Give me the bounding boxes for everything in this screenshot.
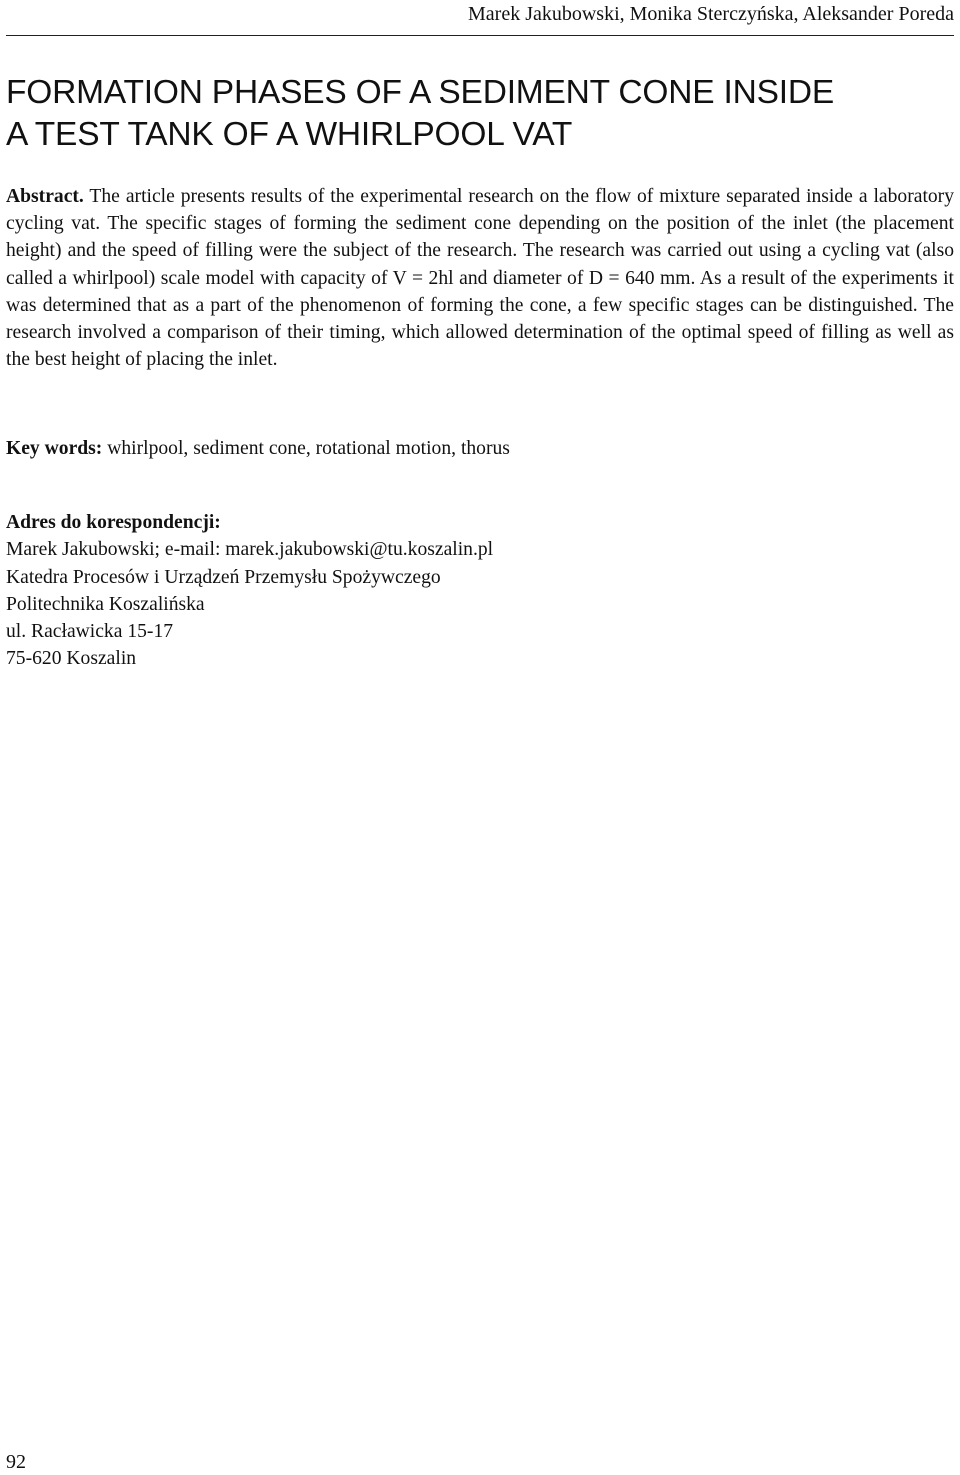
keywords-text: whirlpool, sediment cone, rotational motion, thorus (107, 438, 510, 459)
title-line-2: A TEST TANK OF A WHIRLPOOL VAT (6, 116, 573, 153)
paper-title (6, 72, 954, 156)
correspondence-heading: Adres do korespondencji: (6, 512, 221, 533)
title-line-1: FORMATION PHASES OF A SEDIMENT CONE INSIDE (6, 74, 834, 111)
correspondence-line: Politechnika Koszalińska (6, 593, 205, 615)
abstract-text: The article presents results of the experimental research on the flow of mixture separated inside a laboratory cycling vat. The specific stages of forming the sediment cone depending on the position of the inlet (the placement height) and the speed of filling were the subject of the research. The research was carried out using a cycling vat (also called a whirlpool) scale model with capacity of V = 2hl and diameter of D = 640 mm. As a result of the experiments it was determined that as a part of the phenomenon of forming the cone, a few specific stages can be distinguished. The research involved a comparison of their timing, which allowed determination of the optimal speed of filling as well as the best height of placing the inlet. (6, 186, 955, 371)
running-header (6, 0, 954, 36)
header-authors: Marek Jakubowski, Monika Sterczyńska, Aleksander Poreda (468, 3, 954, 25)
page-number: 92 (6, 1451, 26, 1473)
correspondence-line: Marek Jakubowski; e-mail: marek.jakubowski@tu.koszalin.pl (6, 539, 494, 561)
abstract-label: Abstract. (6, 186, 84, 207)
keywords-label: Key words: (6, 438, 103, 459)
correspondence-line: Katedra Procesów i Urządzeń Przemysłu Spożywczego (6, 566, 441, 588)
keywords-line (6, 435, 954, 463)
correspondence-line: ul. Racławicka 15-17 (6, 621, 174, 643)
correspondence-line: 75-620 Koszalin (6, 648, 137, 670)
abstract-paragraph (6, 183, 954, 373)
correspondence-block (6, 509, 954, 673)
